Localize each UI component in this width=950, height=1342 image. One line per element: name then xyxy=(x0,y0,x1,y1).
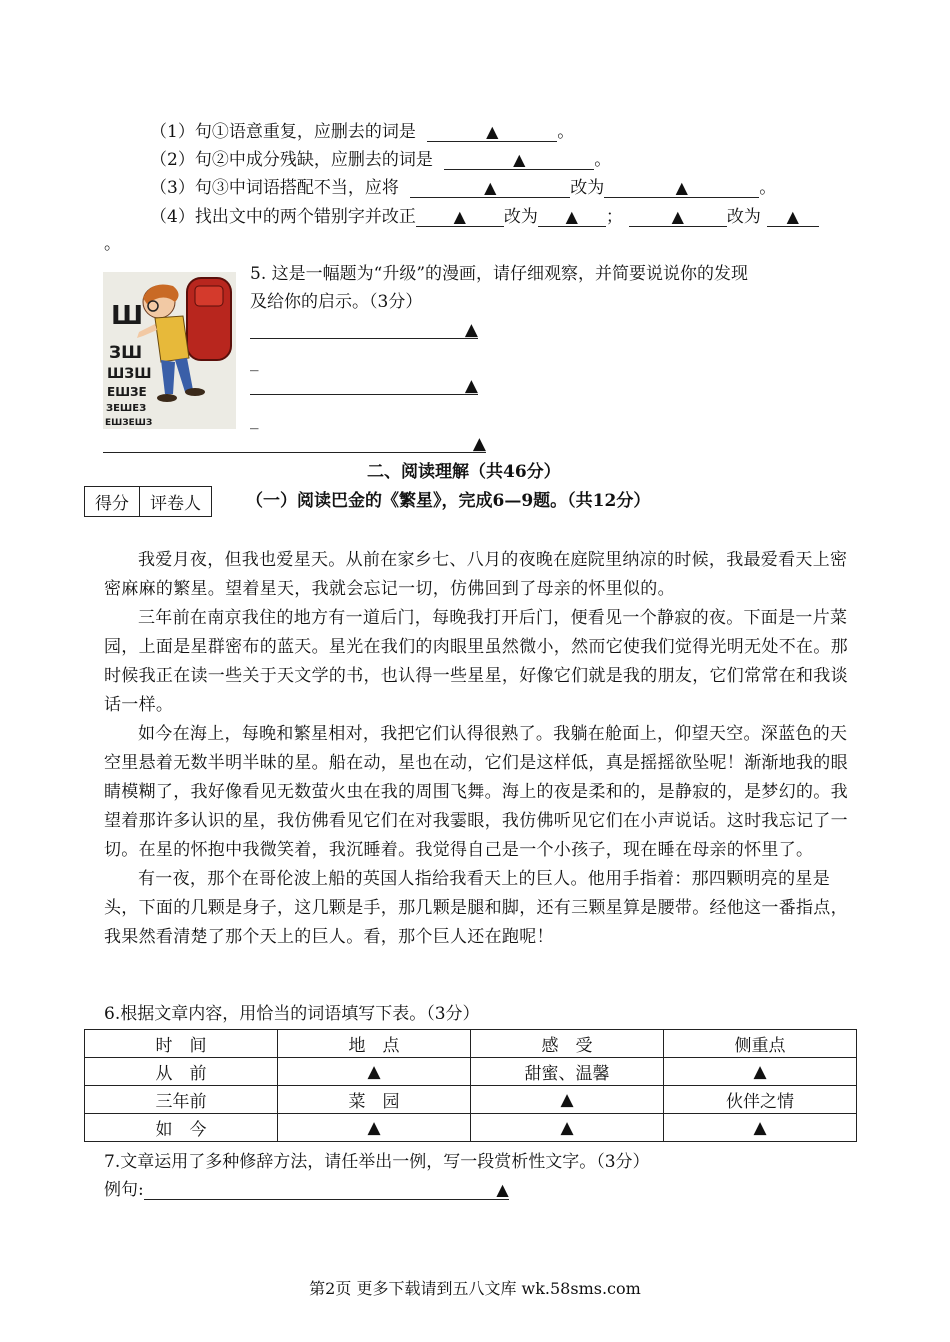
table-cell: 伙伴之情 xyxy=(664,1086,857,1114)
answer-cell[interactable]: ▲ xyxy=(664,1058,857,1086)
answer-cell[interactable]: ▲ xyxy=(278,1114,471,1142)
passage-paragraph: 我爱月夜，但我也爱星天。从前在家乡七、八月的夜晚在庭院里纳凉的时候，我最爱看天上密密麻麻的繁星。望着星天，我就会忘记一切，仿佛回到了母亲的怀里似的。 xyxy=(104,550,848,599)
q6-fill-table xyxy=(84,1029,857,1142)
answer-blank[interactable]: ▲ xyxy=(416,208,504,227)
table-header-row xyxy=(85,1030,857,1058)
answer-blank[interactable]: ▲ xyxy=(767,208,819,227)
answer-blank[interactable]: ▲ xyxy=(427,123,557,142)
section-title: 二、阅读理解（共46分） xyxy=(367,462,561,482)
chart-letter: Ш xyxy=(111,301,144,331)
q7-answer-line[interactable]: ▲ xyxy=(144,1181,509,1200)
q4-item-3: （3）句③中词语搭配不当，应将 ▲ 改为 ▲ 。 xyxy=(150,178,777,198)
q4-item-4: （4）找出文中的两个错别字并改正 ▲ 改为 ▲ ； ▲ 改为 ▲ xyxy=(150,205,819,229)
q5-prompt-line1: 5. 这是一幅题为“升级”的漫画，请仔细观察，并简要说说你的发现 xyxy=(250,264,749,284)
part-title: （一）阅读巴金的《繁星》，完成6—9题。（共12分） xyxy=(246,491,651,511)
chart-letter: ШЗШ xyxy=(107,366,152,382)
passage-paragraph: 如今在海上，每晚和繁星相对，我把它们认得很熟了。我躺在舱面上，仰望天空。深蓝色的天空里悬着无数半明半昧的星。船在动，星也在动，它们是这样低，真是摇摇欲坠呢！渐渐地我的眼睛模糊了，我好像看见无数萤火虫在我的周围飞舞。海上的夜是柔和的，是静寂的，是梦幻的。我望着那许多认识的星，我仿佛看见它们在对我霎眼，我仿佛听见它们在小声说话。这时我忘记了一切。在星的怀抱中我微笑着，我沉睡着。我觉得自己是一个小孩子，现在睡在母亲的怀里了。 xyxy=(104,724,848,860)
answer-cell[interactable]: ▲ xyxy=(664,1114,857,1142)
answer-blank[interactable]: ▲ xyxy=(604,179,759,198)
score-cell[interactable]: 得分 xyxy=(85,487,140,517)
table-row xyxy=(85,1114,857,1142)
q5-prompt-line2: 及给你的启示。（3分） xyxy=(250,292,423,312)
page-footer: 第2页 更多下载请到五八文库 wk.58sms.com xyxy=(309,1279,641,1298)
answer-cell[interactable]: ▲ xyxy=(471,1114,664,1142)
grader-cell[interactable]: 评卷人 xyxy=(140,487,212,517)
chart-letter: ЕШЗЕ xyxy=(107,385,147,399)
answer-cell[interactable]: ▲ xyxy=(471,1086,664,1114)
table-row xyxy=(85,1086,857,1114)
q7-label: 例句: xyxy=(104,1180,144,1200)
table-header: 时 间 xyxy=(85,1030,278,1058)
table-cell: 菜 园 xyxy=(278,1086,471,1114)
answer-blank[interactable]: ▲ xyxy=(410,179,570,198)
chart-letter: ЕШЗЕШЗ xyxy=(105,418,153,428)
q4-item-1: （1）句①语意重复，应删去的词是 ▲ 。 xyxy=(150,122,575,142)
table-header: 感 受 xyxy=(471,1030,664,1058)
q5-dash: _ xyxy=(250,410,259,430)
table-cell: 甜蜜、温馨 xyxy=(471,1058,664,1086)
q4-trailing-mark: 。 xyxy=(104,234,121,254)
upgrade-cartoon-image xyxy=(103,272,236,429)
q5-answer-line[interactable]: ▲ xyxy=(250,320,478,339)
answer-blank[interactable]: ▲ xyxy=(629,208,727,227)
q6-prompt: 6.根据文章内容，用恰当的词语填写下表。（3分） xyxy=(104,1004,480,1024)
answer-blank[interactable]: ▲ xyxy=(444,151,594,170)
table-cell: 如 今 xyxy=(85,1114,278,1142)
answer-cell[interactable]: ▲ xyxy=(278,1058,471,1086)
table-row xyxy=(85,1058,857,1086)
table-cell: 从 前 xyxy=(85,1058,278,1086)
chart-letter: ЗЕШЕЗ xyxy=(106,403,147,414)
score-box xyxy=(84,486,212,517)
q7-example xyxy=(104,1178,509,1202)
table-header: 侧重点 xyxy=(664,1030,857,1058)
cartoon-illustration xyxy=(103,272,236,429)
q5-dash: _ xyxy=(250,352,259,372)
reading-passage xyxy=(104,546,860,952)
passage-paragraph: 三年前在南京我住的地方有一道后门，每晚我打开后门，便看见一个静寂的夜。下面是一片菜园，上面是星群密布的蓝天。星光在我们的肉眼里虽然微小，然而它使我们觉得光明无处不在。那时候我正在读一些关于天文学的书，也认得一些星星，好像它们就是我的朋友，它们常常在和我谈话一样。 xyxy=(104,608,848,715)
q5-answer-line[interactable]: ▲ xyxy=(103,434,486,453)
table-header: 地 点 xyxy=(278,1030,471,1058)
q4-item-2: （2）句②中成分残缺，应删去的词是 ▲ 。 xyxy=(150,150,612,170)
chart-letter: ЗШ xyxy=(109,343,143,363)
table-cell: 三年前 xyxy=(85,1086,278,1114)
q5-answer-line[interactable]: ▲ xyxy=(250,376,478,395)
answer-blank[interactable]: ▲ xyxy=(538,208,606,227)
passage-paragraph: 有一夜，那个在哥伦波上船的英国人指给我看天上的巨人。他用手指着：那四颗明亮的星是头，下面的几颗是身子，这几颗是手，那几颗是腿和脚，还有三颗星算是腰带。经他这一番指点，我果然看清楚了那个天上的巨人。看，那个巨人还在跑呢！ xyxy=(104,869,848,947)
q7-prompt: 7.文章运用了多种修辞方法，请任举出一例，写一段赏析性文字。（3分） xyxy=(104,1152,650,1172)
